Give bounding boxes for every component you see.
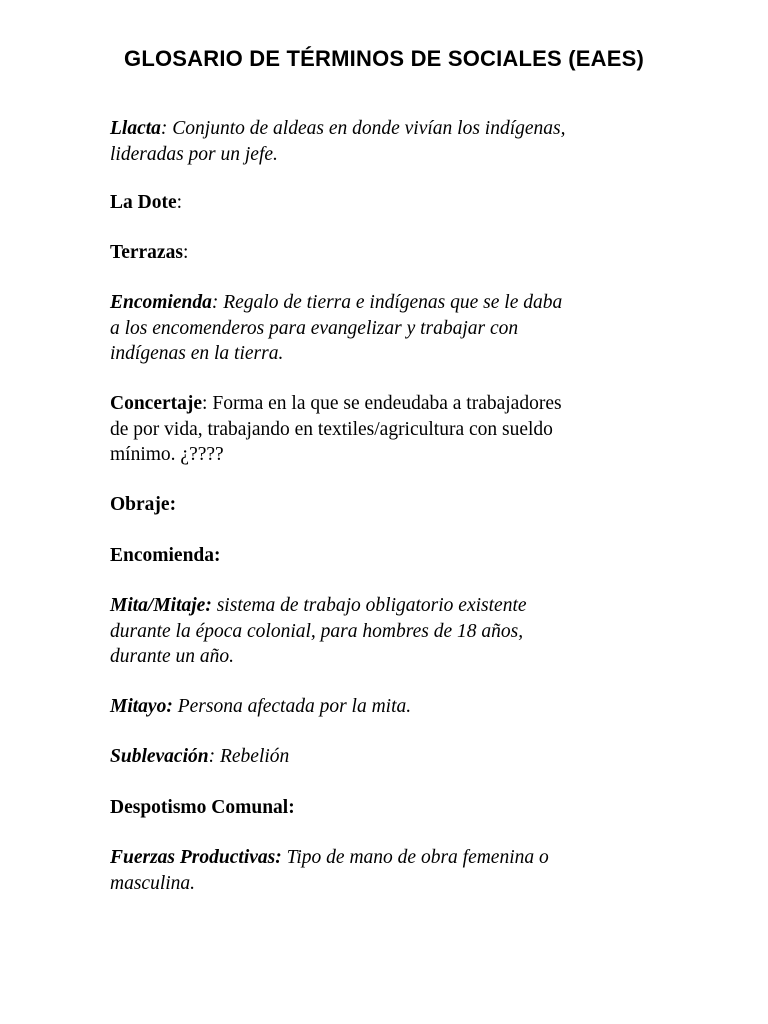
glossary-entry-concertaje [110, 391, 670, 468]
definition-line: de por vida, trabajando en textiles/agricultura con sueldo [110, 418, 553, 440]
term-terrazas: Terrazas [110, 242, 183, 263]
term-separator: : [208, 746, 216, 767]
definition-line: durante la época colonial, para hombres de 18 años, [110, 620, 524, 642]
term-separator: : [202, 393, 208, 414]
glossary-entry-terrazas [110, 240, 670, 266]
definition-line: mínimo. ¿???? [110, 444, 224, 465]
term-encomienda: Encomienda [110, 292, 212, 313]
glossary-entry-despotismo-comunal [110, 795, 670, 821]
definition-line: Persona afectada por la mita. [177, 696, 412, 717]
definition-line: lideradas por un jefe. [110, 143, 278, 165]
term-despotismo-comunal: Despotismo Comunal: [110, 797, 295, 818]
term-sublevacion: Sublevación [110, 746, 209, 767]
glossary-entry-llacta [110, 116, 670, 167]
term-encomienda-2: Encomienda: [110, 545, 221, 566]
glossary-entry-mitayo [110, 694, 670, 720]
definition-line: Conjunto de aldeas en donde vivían los indígenas, [172, 118, 566, 139]
term-mita-mitaje: Mita/Mitaje: [110, 595, 212, 616]
term-la-dote: La Dote [110, 192, 177, 213]
glossary-entry-obraje [110, 492, 670, 518]
definition-line: Regalo de tierra e indígenas que se le daba [223, 292, 563, 313]
term-separator: : [176, 192, 183, 213]
term-llacta: Llacta [110, 118, 161, 139]
term-obraje: Obraje: [110, 494, 177, 515]
glossary-entry-encomienda [110, 290, 670, 367]
definition-line: Forma en la que se endeudaba a trabajadores [212, 393, 562, 414]
term-separator: : [211, 292, 219, 313]
definition-line: sistema de trabajo obligatorio existente [216, 595, 527, 616]
definition-line: Tipo de mano de obra femenina o [286, 847, 549, 868]
definition-line: indígenas en la tierra. [110, 343, 284, 364]
definition-line: a los encomenderos para evangelizar y trabajar con [110, 317, 519, 339]
glossary-entry-fuerzas-productivas [110, 845, 670, 896]
document-title: GLOSARIO DE TÉRMINOS DE SOCIALES (EAES) [124, 46, 644, 71]
definition-line: Rebelión [219, 746, 290, 767]
definition-line: durante un año. [110, 646, 235, 667]
term-concertaje: Concertaje [110, 393, 203, 414]
term-mitayo: Mitayo: [110, 696, 173, 717]
glossary-entry-encomienda-2 [110, 543, 670, 569]
glossary-entry-mita-mitaje [110, 593, 670, 670]
term-separator: : [182, 242, 189, 263]
glossary-entry-sublevacion [110, 744, 670, 770]
term-separator: : [160, 118, 168, 139]
definition-line: masculina. [110, 872, 196, 894]
glossary-entry-la-dote [110, 190, 670, 216]
term-fuerzas-productivas: Fuerzas Productivas: [110, 847, 282, 868]
